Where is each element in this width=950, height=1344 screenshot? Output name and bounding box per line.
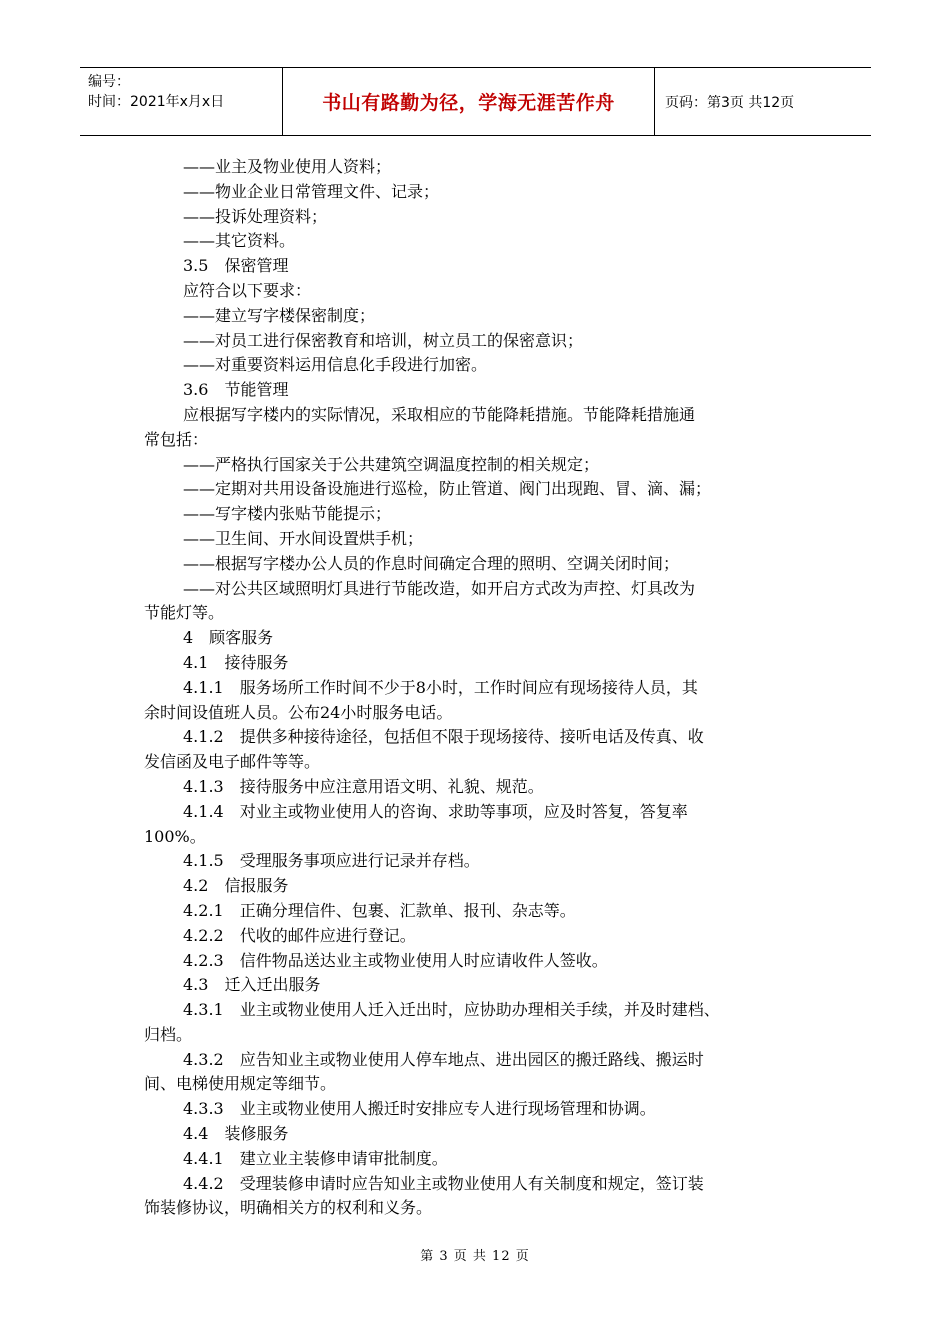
text-line: ——对员工进行保密教育和培训，树立员工的保密意识； xyxy=(183,330,584,350)
text-line: 4.4 装修服务 xyxy=(183,1124,289,1144)
header-motto: 书山有路勤为径，学海无涯苦作舟 xyxy=(283,68,655,135)
text-line: ——严格执行国家关于公共建筑空调温度控制的相关规定； xyxy=(183,454,600,474)
text-line: 4.1 接待服务 xyxy=(183,652,289,672)
text-line: 4.4.2 受理装修申请时应告知业主或物业使用人有关制度和规定，签订装 xyxy=(183,1173,704,1193)
text-line: 4.3.3 业主或物业使用人搬迁时安排应专人进行现场管理和协调。 xyxy=(183,1099,656,1119)
text-line: 4.1.4 对业主或物业使用人的咨询、求助等事项，应及时答复，答复率 xyxy=(183,801,688,821)
text-line: 4.2.2 代收的邮件应进行登记。 xyxy=(183,925,416,945)
text-line: ——建立写字楼保密制度； xyxy=(183,305,376,325)
text-line: ——业主及物业使用人资料； xyxy=(183,157,392,176)
text-line: 3.6 节能管理 xyxy=(183,380,289,400)
document-body xyxy=(144,155,808,1221)
text-line: ——其它资料。 xyxy=(183,231,296,251)
text-line: 4 顾客服务 xyxy=(183,628,274,648)
text-line: 4.1.3 接待服务中应注意用语文明、礼貌、规范。 xyxy=(183,776,544,796)
text-line: 归档。 xyxy=(144,1024,193,1044)
text-line: ——物业企业日常管理文件、记录； xyxy=(183,181,440,201)
text-line: 4.3 迁入迁出服务 xyxy=(183,975,321,995)
text-line: ——根据写字楼办公人员的作息时间确定合理的照明、空调关闭时间； xyxy=(183,553,680,573)
time-label: 时间：2021年x月x日 xyxy=(88,94,225,110)
text-line: 节能灯等。 xyxy=(144,603,225,623)
text-line: 应符合以下要求： xyxy=(183,280,312,300)
text-line: 4.1.5 受理服务事项应进行记录并存档。 xyxy=(183,851,480,871)
text-line: 4.4.1 建立业主装修申请审批制度。 xyxy=(183,1148,448,1168)
text-line: 4.1.1 服务场所工作时间不少于8小时，工作时间应有现场接待人员，其 xyxy=(183,677,698,697)
text-line: 常包括： xyxy=(144,429,209,449)
text-line: ——对公共区域照明灯具进行节能改造，如开启方式改为声控、灯具改为 xyxy=(183,578,696,598)
text-line: ——定期对共用设备设施进行巡检，防止管道、阀门出现跑、冒、滴、漏； xyxy=(183,479,712,499)
text-line: 100%。 xyxy=(144,826,206,846)
page-header xyxy=(80,67,871,136)
text-line: ——卫生间、开水间设置烘手机； xyxy=(183,528,424,548)
header-meta xyxy=(80,68,283,135)
page-footer: 第 3 页 共 12 页 xyxy=(420,1249,530,1264)
text-line: 4.1.2 提供多种接待途径，包括但不限于现场接待、接听电话及传真、收 xyxy=(183,727,704,747)
text-line: 饰装修协议，明确相关方的权利和义务。 xyxy=(144,1198,433,1218)
text-line: 4.2.3 信件物品送达业主或物业使用人时应请收件人签收。 xyxy=(183,950,608,970)
text-line: 4.2 信报服务 xyxy=(183,876,289,896)
text-line: 4.2.1 正确分理信件、包裹、汇款单、报刊、杂志等。 xyxy=(183,900,576,920)
text-line: ——对重要资料运用信息化手段进行加密。 xyxy=(183,355,488,375)
text-line: 4.3.2 应告知业主或物业使用人停车地点、进出园区的搬迁路线、搬运时 xyxy=(183,1049,704,1069)
text-line: 4.3.1 业主或物业使用人迁入迁出时，应协助办理相关手续，并及时建档、 xyxy=(183,1000,720,1020)
text-line: 应根据写字楼内的实际情况，采取相应的节能降耗措施。节能降耗措施通 xyxy=(183,404,696,424)
text-line: ——投诉处理资料； xyxy=(183,206,328,226)
text-line: 3.5 保密管理 xyxy=(183,256,289,276)
number-label: 编号： xyxy=(88,74,130,90)
header-page-info: 页码：第3页 共12页 xyxy=(665,94,795,111)
text-line: 发信函及电子邮件等等。 xyxy=(144,752,321,772)
text-line: ——写字楼内张贴节能提示； xyxy=(183,504,392,524)
text-line: 余时间设值班人员。公布24小时服务电话。 xyxy=(144,702,453,722)
text-line: 间、电梯使用规定等细节。 xyxy=(144,1074,337,1094)
